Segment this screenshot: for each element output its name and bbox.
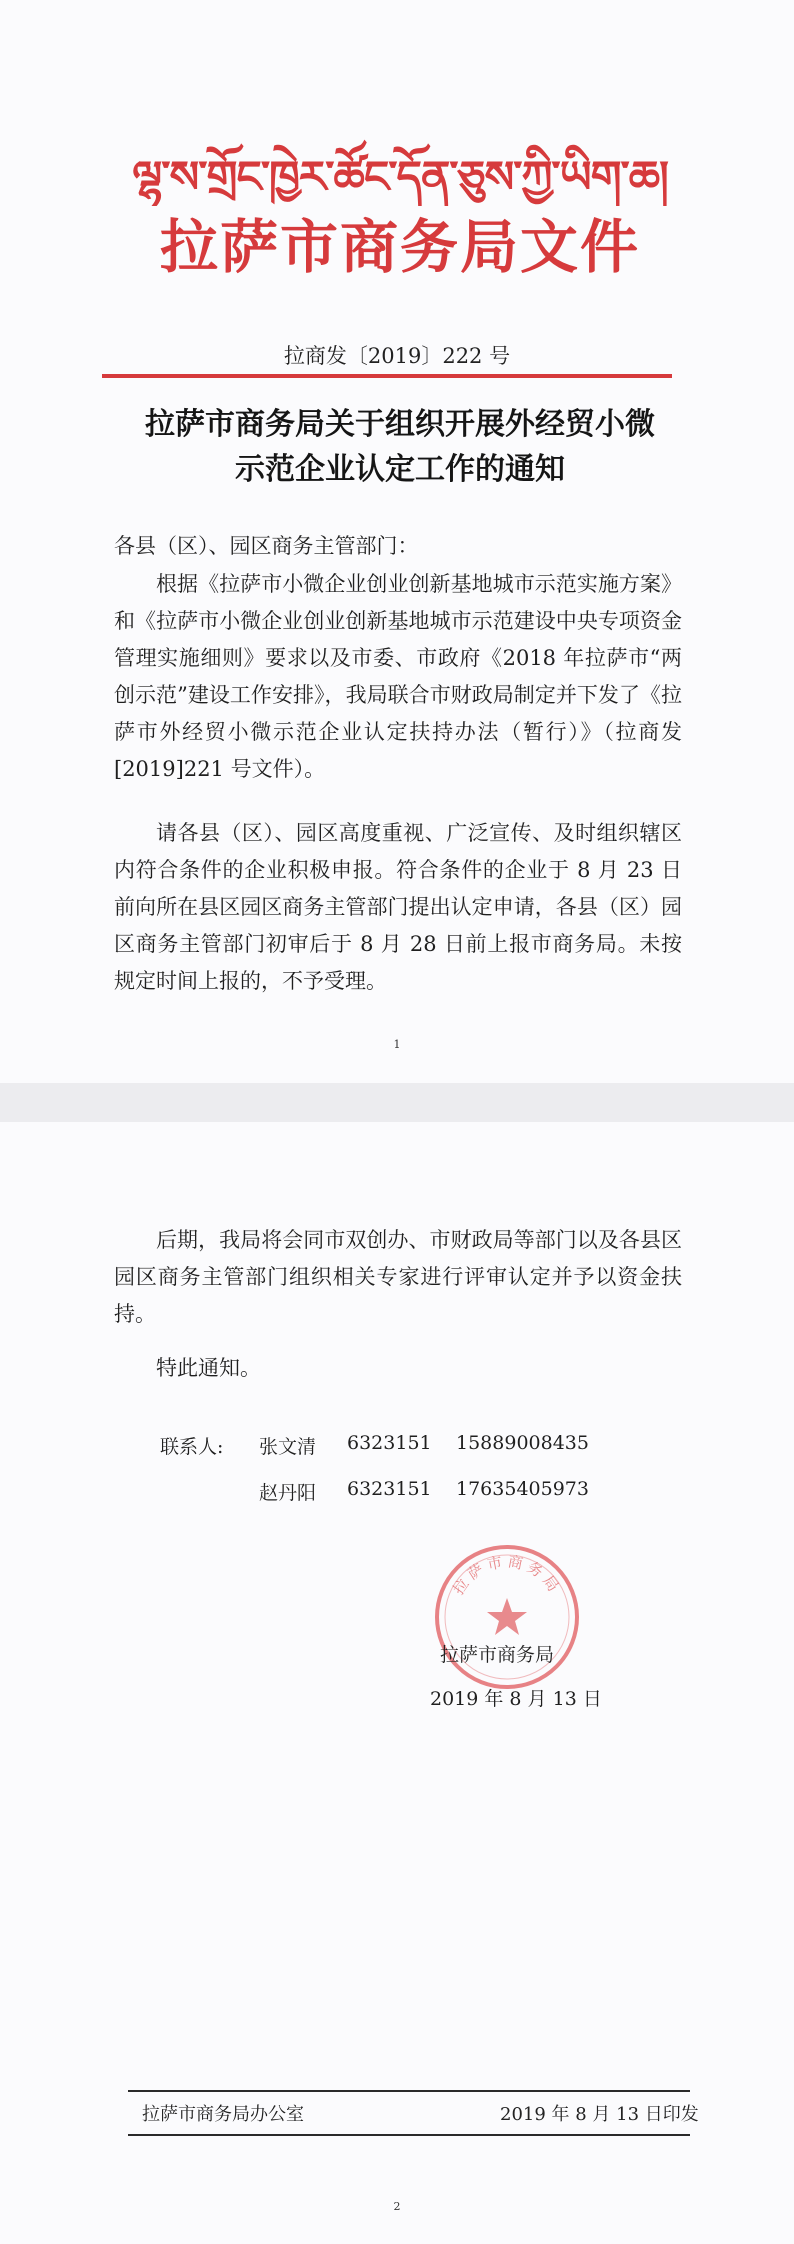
notice-title-line-1: 拉萨市商务局关于组织开展外经贸小微 bbox=[145, 407, 655, 442]
footer-top-rule bbox=[128, 2090, 690, 2092]
closing-text: 特此通知。 bbox=[156, 1356, 261, 1380]
body-paragraph-3: 后期，我局将会同市双创办、市财政局等部门以及各县区园区商务主管部门组织相关专家进行评审认定并予以资金扶持。 bbox=[114, 1228, 682, 1326]
footer-office: 拉萨市商务局办公室 bbox=[142, 2104, 304, 2125]
document-number: 拉商发〔2019〕222 号 bbox=[283, 344, 511, 368]
red-divider bbox=[102, 374, 672, 378]
addressee: 各县（区）、园区商务主管部门： bbox=[114, 534, 419, 558]
official-seal-icon bbox=[430, 1540, 584, 1694]
page-number-1: 1 bbox=[393, 1038, 401, 1051]
notice-title bbox=[110, 402, 690, 492]
notice-title-line-2: 示范企业认定工作的通知 bbox=[235, 452, 565, 487]
svg-text:拉萨市商务局: 拉萨市商务局 bbox=[449, 1552, 565, 1599]
contact-mobile: 17635405973 bbox=[456, 1478, 589, 1500]
page-number-2: 2 bbox=[393, 2200, 401, 2213]
contact-mobile: 15889008435 bbox=[456, 1432, 589, 1454]
signature-date: 2019 年 8 月 13 日 bbox=[430, 1688, 602, 1710]
footer-bottom-rule bbox=[128, 2134, 690, 2136]
page-gap bbox=[0, 1083, 794, 1122]
letterhead-tibetan: ལྷ་ས་གྲོང་ཁྱེར་ཚོང་དོན་ཅུས་ཀྱི་ཡིག་ཆ། bbox=[132, 152, 668, 203]
signature-org: 拉萨市商务局 bbox=[440, 1644, 555, 1666]
body-paragraph-2: 请各县（区）、园区高度重视、广泛宣传、及时组织辖区内符合条件的企业积极申报。符合条件的企业于 8 月 23 日前向所在县区园区商务主管部门提出认定申请，各县（区）园区商务主管部门初审后于 8 月 28 日前上报市商务局。未按规定时间上报的，不予受理。 bbox=[114, 821, 682, 993]
body-paragraph-1: 根据《拉萨市小微企业创业创新基地城市示范实施方案》和《拉萨市小微企业创业创新基地城市示范建设中央专项资金管理实施细则》要求以及市委、市政府《2018 年拉萨市“两创示范”建设工作安排》，我局联合市财政局制定并下发了《拉萨市外经贸小微示范企业认定扶持办法（暂行）》（拉商发[2019]221 号文件）。 bbox=[114, 572, 682, 781]
contact-label: 联系人: bbox=[160, 1436, 224, 1458]
page-1 bbox=[0, 0, 794, 1083]
contact-phone: 6323151 bbox=[347, 1478, 432, 1500]
contact-name: 赵丹阳 bbox=[259, 1482, 317, 1504]
contact-name: 张文清 bbox=[259, 1436, 317, 1458]
footer-print-date: 2019 年 8 月 13 日印发 bbox=[500, 2104, 699, 2125]
contact-phone: 6323151 bbox=[347, 1432, 432, 1454]
letterhead-title: 拉萨市商务局文件 bbox=[159, 213, 640, 281]
